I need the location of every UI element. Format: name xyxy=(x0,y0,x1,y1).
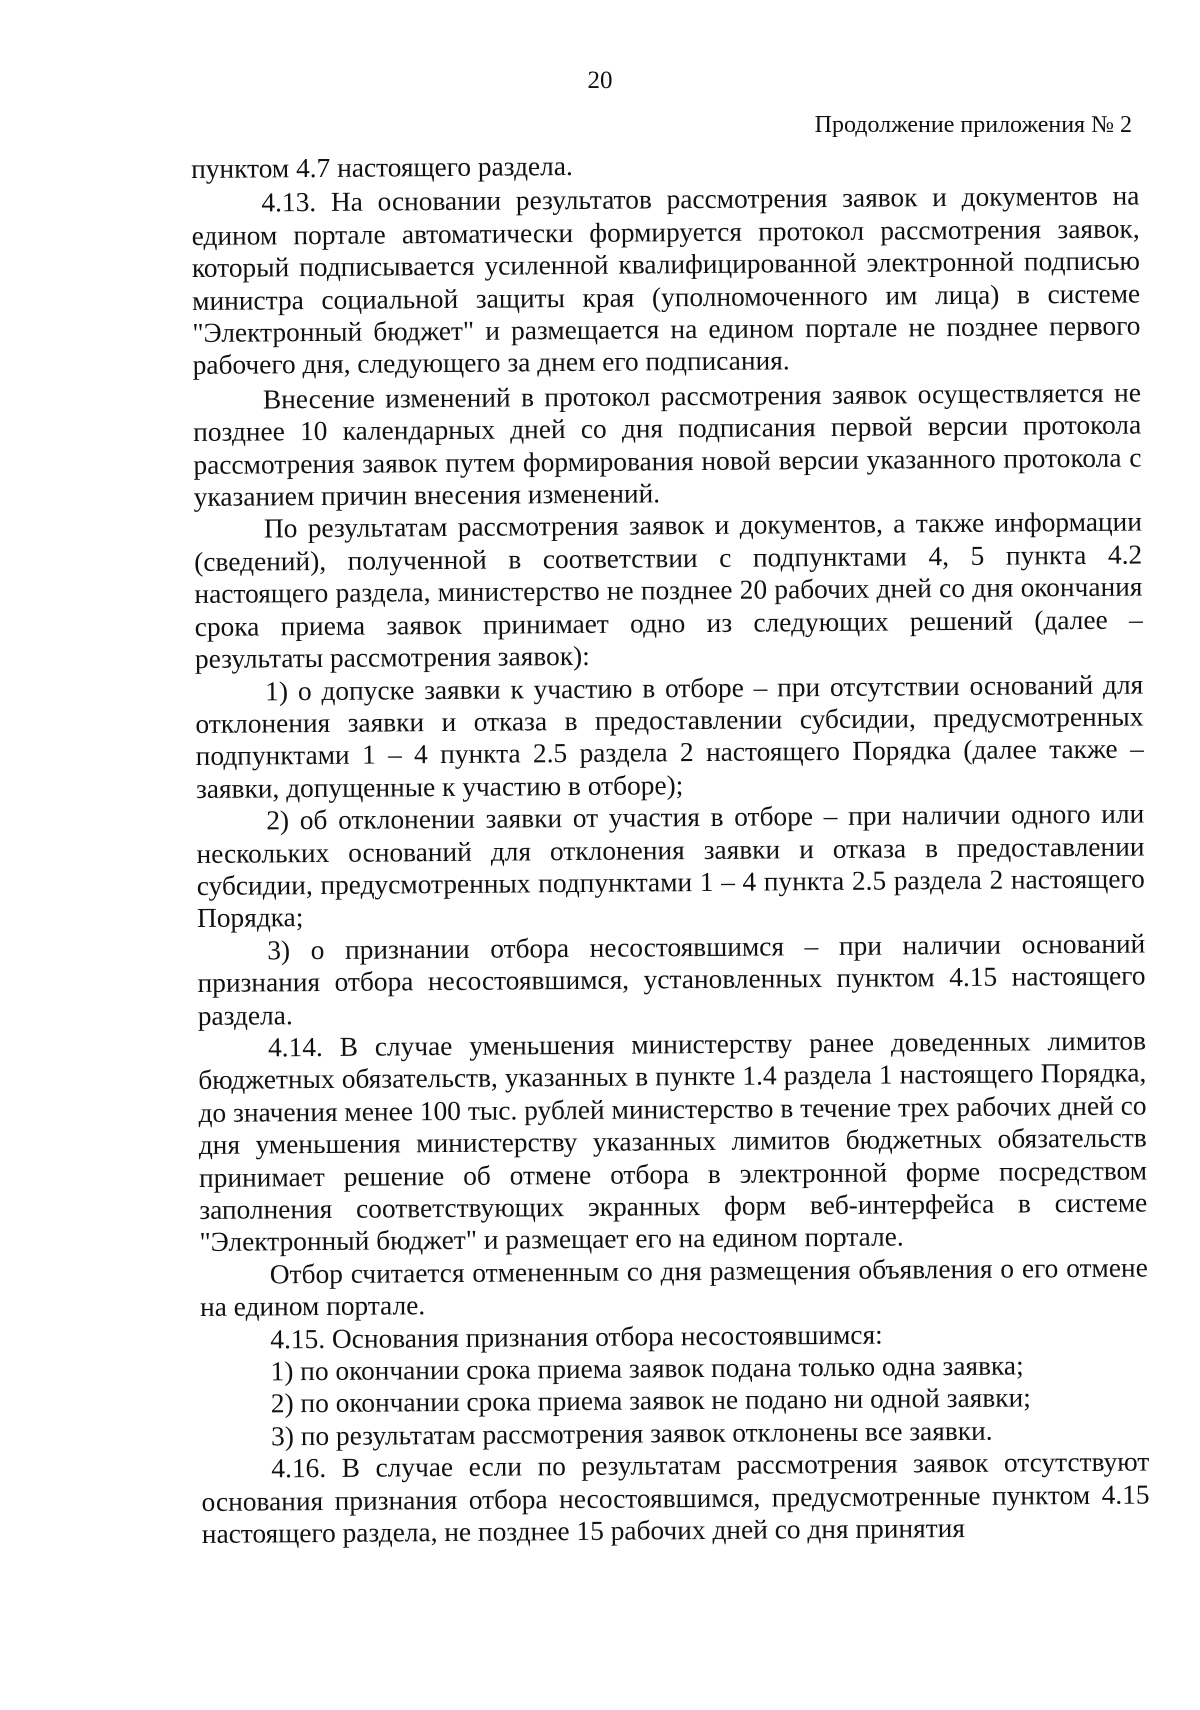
document-body xyxy=(191,146,1150,1551)
list-item-all-rejected: 3) по результатам рассмотрения заявок отклонены все заявки. xyxy=(270,1415,993,1452)
paragraph-review-results: По результатам рассмотрения заявок и документов, а также информации (сведений), полученной в соответствии с подпунктами 4, 5 пункта 4.2 настоящего раздела, министерство не позднее 20 рабочих дней со дня окончания срока приема заявок принимает одно из следующих решений (далее – результаты рассмотрения заявок): xyxy=(194,507,1143,675)
paragraph-protocol-changes: Внесение изменений в протокол рассмотрения заявок осуществляется не позднее 10 календарных дней со дня подписания первой версии протокола рассмотрения заявок путем формирования новой версии указанного протокола с указанием причин внесения изменений. xyxy=(193,377,1142,513)
paragraph-4-13: 4.13. На основании результатов рассмотрения заявок и документов на едином портале автоматически формируется протокол рассмотрения заявок, который подписывается усиленной квалифицированной электронной подписью министра социальной защиты края (уполномоченного им лица) в системе "Электронный бюджет" и размещается на едином портале не позднее первого рабочего дня, следующего за днем его подписания. xyxy=(191,180,1141,381)
paragraph-cancellation: Отбор считается отмененным со дня размещения объявления о его отмене на едином портале. xyxy=(199,1252,1148,1323)
appendix-continuation-note: Продолжение приложения № 2 xyxy=(814,112,1132,138)
paragraph-4-15: 4.15. Основания признания отбора несостоявшимся: xyxy=(270,1319,883,1355)
list-item-rejection: 2) об отклонении заявки от участия в отборе – при наличии одного или нескольких оснований для отклонения заявки и отказа в предоставлении субсидии, предусмотренных подпунктами 1 – 4 пункта 2.5 раздела 2 настоящего Порядка; xyxy=(196,798,1145,934)
paragraph-4-14: 4.14. В случае уменьшения министерству ранее доведенных лимитов бюджетных обязательств, указанных в пункте 1.4 раздела 1 настоящего Порядка, до значения менее 100 тыс. рублей министерство в течение трех рабочих дней со дня уменьшения министерству указанных лимитов бюджетных обязательств принимает решение об отмене отбора в электронной форме посредством заполнения соответствующих экранных форм веб-интерфейса в системе "Электронный бюджет" и размещает его на едином портале. xyxy=(198,1025,1148,1258)
list-item-failed-selection: 3) о признании отбора несостоявшимся – при наличии оснований признания отбора несостоявшимся, установленных пунктом 4.15 настоящего раздела. xyxy=(197,928,1146,1031)
list-item-one-application: 1) по окончании срока приема заявок подана только одна заявка; xyxy=(270,1350,1024,1387)
list-item-no-applications: 2) по окончании срока приема заявок не подано ни одной заявки; xyxy=(270,1382,1031,1419)
paragraph-4-16: 4.16. В случае если по результатам рассмотрения заявок отсутствуют основания признания отбора несостоявшимся, предусмотренные пунктом 4.15 настоящего раздела, не позднее 15 рабочих дней со дня принятия xyxy=(201,1446,1150,1550)
paragraph-continuation: пунктом 4.7 настоящего раздела. xyxy=(191,151,573,184)
list-item-admission: 1) о допуске заявки к участию в отборе – при отсутствии оснований для отклонения заявки и отказа в предоставлении субсидии, предусмотренных подпунктами 1 – 4 пункта 2.5 раздела 2 настоящего Порядка (далее также – заявки, допущенные к участию в отборе); xyxy=(195,669,1144,804)
page-number: 20 xyxy=(587,67,613,94)
